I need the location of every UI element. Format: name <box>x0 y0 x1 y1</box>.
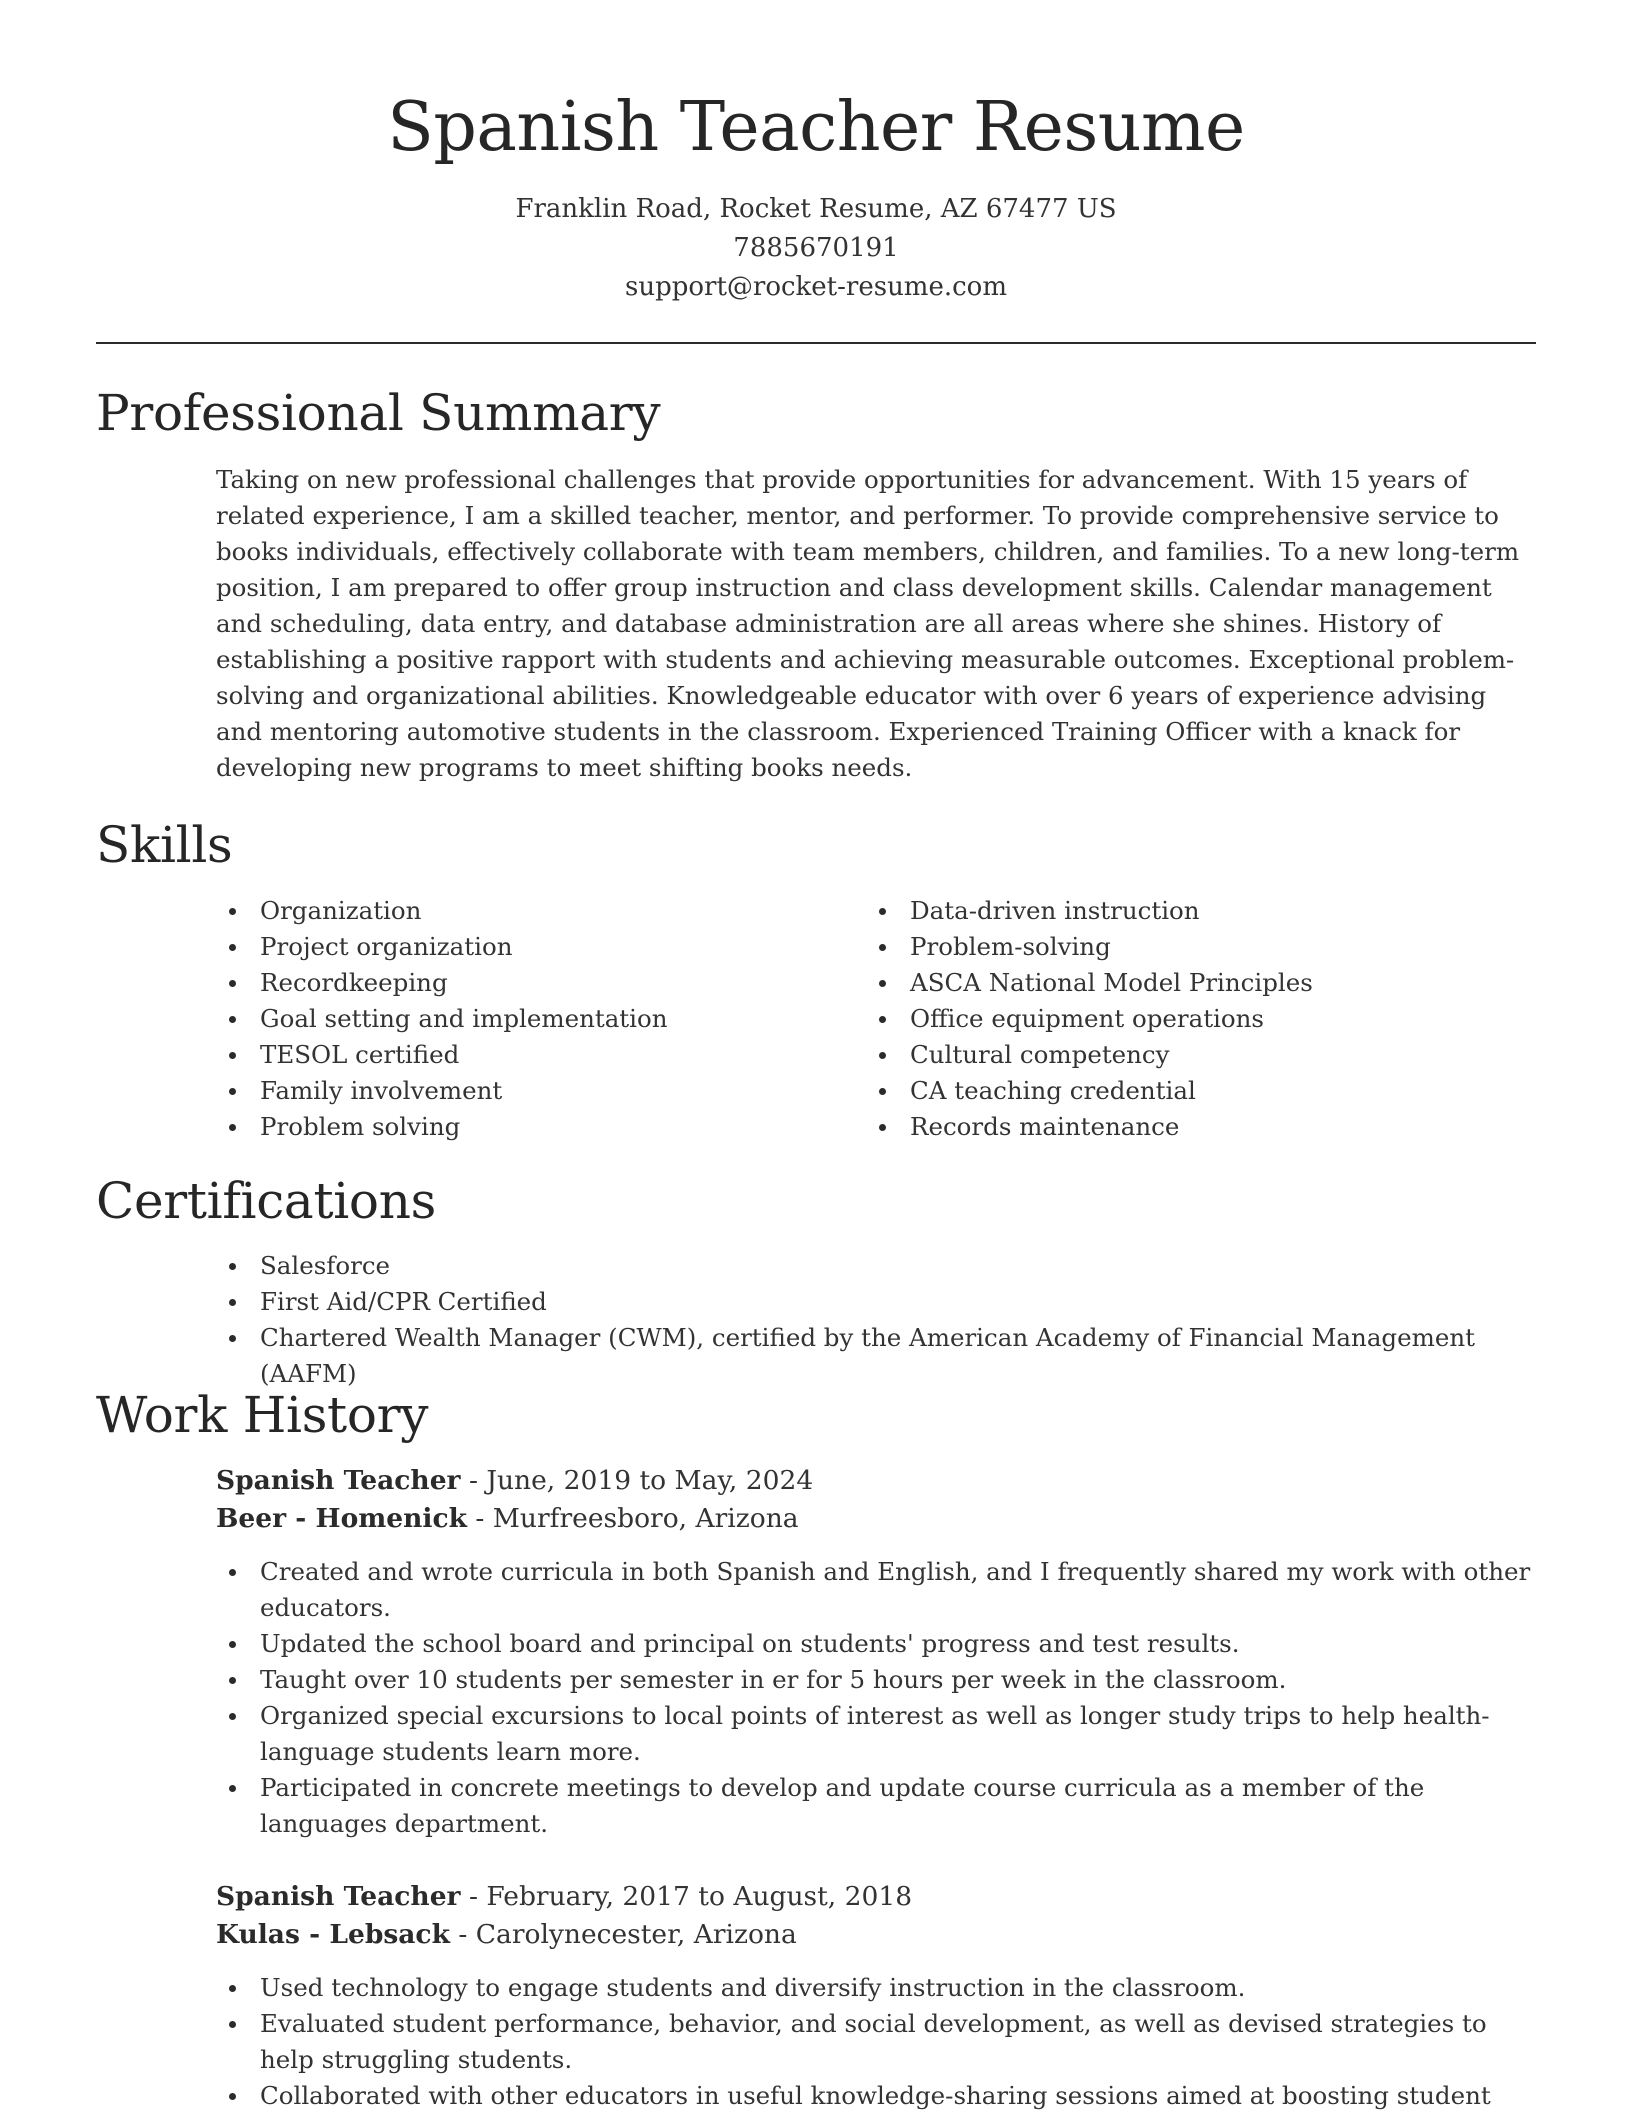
job-duty: Created and wrote curricula in both Spanish and English, and I frequently shared my work with other educators. <box>216 1554 1540 1626</box>
certifications-list <box>216 1248 1546 1392</box>
separator: - <box>460 1881 487 1912</box>
summary-text: Taking on new professional challenges that provide opportunities for advancement. With 15 years of related experience, I am a skilled teacher, mentor, and performer. To provide comprehensive service to books individuals, effectively collaborate with team members, children, and families. To a new long-term position, I am prepared to offer group instruction and class development skills. Calendar management and scheduling, data entry, and database administration are all areas where she shines. History of establishing a positive rapport with students and achieving measurable outcomes. Exceptional problem-solving and organizational abilities. Knowledgeable educator with over 6 years of experience advising and mentoring automotive students in the classroom. Experienced Training Officer with a knack for developing new programs to meet shifting books needs. <box>216 465 1520 782</box>
separator: - <box>466 1503 493 1534</box>
job-company: Beer - Homenick <box>216 1503 467 1534</box>
skill-item: TESOL certified <box>216 1037 836 1073</box>
job-dates: June, 2019 to May, 2024 <box>486 1465 814 1496</box>
work-history-heading: Work History <box>96 1386 429 1444</box>
separator: - <box>460 1465 487 1496</box>
skill-item: Recordkeeping <box>216 965 836 1001</box>
header-divider <box>96 342 1536 344</box>
contact-email: support@rocket-resume.com <box>624 272 1007 302</box>
certification-item: Salesforce <box>216 1248 1546 1284</box>
skill-item: Organization <box>216 893 836 929</box>
job-company: Kulas - Lebsack <box>216 1919 450 1950</box>
job-title-line <box>216 1462 1540 1500</box>
job-duty: Taught over 10 students per semester in er for 5 hours per week in the classroom. <box>216 1662 1540 1698</box>
job-dates: February, 2017 to August, 2018 <box>486 1881 913 1912</box>
job-duty: Used technology to engage students and diversify instruction in the classroom. <box>216 1970 1540 2006</box>
skill-item: Problem-solving <box>866 929 1486 965</box>
skill-item: Data-driven instruction <box>866 893 1486 929</box>
skills-left-column <box>216 893 836 1145</box>
skill-item: CA teaching credential <box>866 1073 1486 1109</box>
skills-right-column <box>866 893 1486 1145</box>
job-duty: Collaborated with other educators in useful knowledge-sharing sessions aimed at boosting student <box>216 2078 1540 2112</box>
skills-left-list <box>216 893 836 1145</box>
job-duties-list <box>216 1554 1540 1842</box>
job-entry <box>216 1878 1540 2112</box>
job-title-line <box>216 1878 1540 1916</box>
job-duty: Participated in concrete meetings to develop and update course curricula as a member of the languages department. <box>216 1770 1540 1842</box>
summary-heading: Professional Summary <box>96 384 661 442</box>
resume-title: Spanish Teacher Resume <box>387 88 1245 167</box>
skill-item: Records maintenance <box>866 1109 1486 1145</box>
contact-address: Franklin Road, Rocket Resume, AZ 67477 US <box>515 194 1117 224</box>
skill-item: Office equipment operations <box>866 1001 1486 1037</box>
job-duty: Organized special excursions to local points of interest as well as longer study trips to help health-language students learn more. <box>216 1698 1540 1770</box>
separator: - <box>449 1919 476 1950</box>
job-title: Spanish Teacher <box>216 1465 461 1496</box>
job-title: Spanish Teacher <box>216 1881 461 1912</box>
job-entry <box>216 1462 1540 1842</box>
skills-right-list <box>866 893 1486 1145</box>
job-location: Murfreesboro, Arizona <box>492 1503 799 1534</box>
job-duty: Evaluated student performance, behavior, and social development, as well as devised strategies to help struggling students. <box>216 2006 1540 2078</box>
skill-item: ASCA National Model Principles <box>866 965 1486 1001</box>
certifications-section <box>216 1248 1546 1392</box>
job-location: Carolynecester, Arizona <box>475 1919 797 1950</box>
job-duty: Updated the school board and principal on students' progress and test results. <box>216 1626 1540 1662</box>
skill-item: Problem solving <box>216 1109 836 1145</box>
skill-item: Project organization <box>216 929 836 965</box>
certifications-heading: Certifications <box>96 1172 436 1230</box>
job-company-line <box>216 1500 1540 1538</box>
job-duties-list <box>216 1970 1540 2112</box>
skill-item: Cultural competency <box>866 1037 1486 1073</box>
certification-item: Chartered Wealth Manager (CWM), certified by the American Academy of Financial Management (AAFM) <box>216 1320 1546 1392</box>
contact-phone: 7885670191 <box>733 233 899 263</box>
certification-item: First Aid/CPR Certified <box>216 1284 1546 1320</box>
skills-heading: Skills <box>96 816 233 874</box>
skill-item: Goal setting and implementation <box>216 1001 836 1037</box>
job-company-line <box>216 1916 1540 1954</box>
contact-info <box>0 190 1632 307</box>
skill-item: Family involvement <box>216 1073 836 1109</box>
